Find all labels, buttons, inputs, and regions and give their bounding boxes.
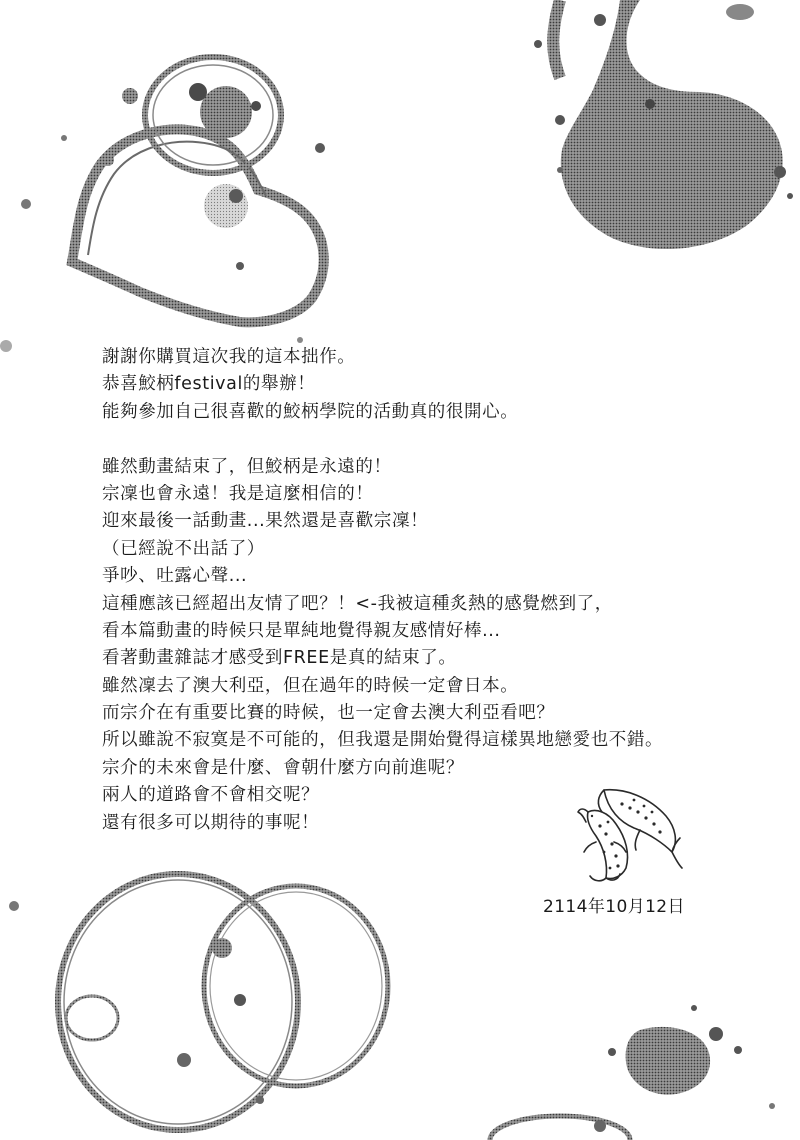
paragraph-gap [102,426,742,453]
letter-line: 雖然凜去了澳大利亞，但在過年的時候一定會日本。 [102,675,519,696]
letter-line: 還有很多可以期待的事呢！ [102,812,320,833]
letter-line: 宗凜也會永遠！我是這麼相信的！ [102,483,374,504]
letter-line: 看本篇動畫的時候只是單純地覺得親友感情好棒... [102,620,501,641]
letter-line: 看著動畫雜誌才感受到FREE是真的結束了。 [102,648,457,669]
letter-line: 雖然動畫結束了，但鮫柄是永遠的！ [102,456,392,477]
letter-line: 迎來最後一話動畫...果然還是喜歡宗凜！ [102,511,429,532]
letter-line: （已經說不出話了） [102,538,265,559]
letter-line: 兩人的道路會不會相交呢？ [102,785,320,806]
letter-line: 爭吵、吐露心聲... [102,566,248,587]
letter-line: 而宗介在有重要比賽的時候，也一定會去澳大利亞看吧？ [102,703,555,724]
whale-shark-doodle-icon [574,782,684,884]
letter-line: 恭喜鮫柄festival的舉辦！ [102,374,316,395]
letter-line: 謝謝你購買這次我的這本拙作。 [102,347,356,367]
afterword-letter [102,344,742,837]
ink-splash-stain [534,0,793,249]
coffee-ring-stain [9,874,388,1130]
ink-splash-bottom-stain [490,1005,775,1140]
coffee-ring-heart-stain [0,57,325,352]
letter-line: 宗介的未來會是什麼、會朝什麼方向前進呢？ [102,757,464,778]
letter-date: 2114年10月12日 [543,897,685,917]
letter-line: 所以雖說不寂寞是不可能的，但我還是開始覺得這樣異地戀愛也不錯。 [102,730,664,751]
letter-line: 這種應該已經超出友情了吧？！<-我被這種炙熱的感覺燃到了， [102,593,613,614]
letter-line: 能夠參加自己很喜歡的鮫柄學院的活動真的很開心。 [102,401,519,422]
